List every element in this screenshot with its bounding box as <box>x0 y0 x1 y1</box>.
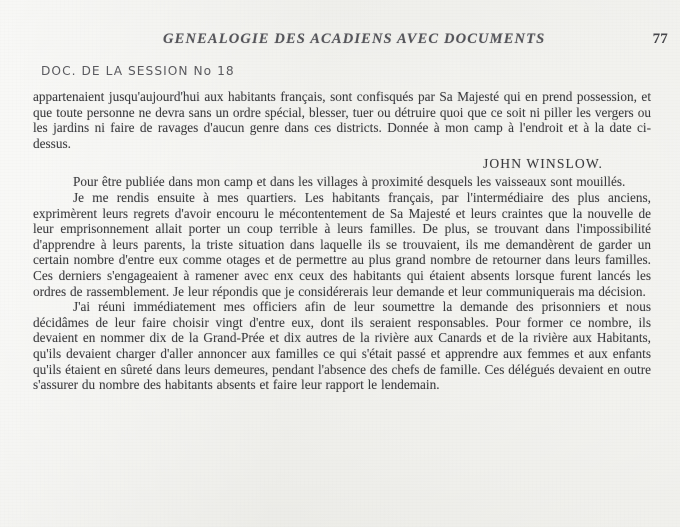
paragraph-continuation: appartenaient jusqu'aujourd'hui aux habitants français, sont confisqués par Sa Majesté qui en prend possession, et que toute personne ne devra sans un ordre spécial, blesser, tuer ou détruire quoi que ce soit ni piller les vergers ou les jardins ni faire de ravages d'aucun genre dans ces districts. Donnée à mon camp à l'endroit et à la date ci-dessus. <box>33 89 651 151</box>
paragraph-officers-decision: J'ai réuni immédiatement mes officiers afin de leur soumettre la demande des prisonniers et nous décidâmes de leur faire choisir vingt d'entre eux, dont ils seraient responsables. Pour former ce nombre, ils devaient en nommer dix de la Grand-Prée et dix autres de la rivière aux Canards et de la rivière aux Habitants, qu'ils devaient charger d'aller annoncer aux familles ce qui s'était passé et apprendre aux femmes et aux enfants qu'ils étaient en sûreté dans leurs demeures, pendant l'absence des chefs de famille. Ces délégués devaient en outre s'assurer du nombre des habitants absents et faire leur rapport le lendemain. <box>33 299 651 393</box>
body-text-column <box>33 89 651 393</box>
session-document-label: DOC. DE LA SESSION No 18 <box>41 64 235 78</box>
running-head <box>0 31 680 53</box>
paragraph-quarters-account: Je me rendis ensuite à mes quartiers. Les habitants français, par l'intermédiaire des plus anciens, exprimèrent leurs regrets d'avoir encouru le mécontentement de Sa Majesté et leurs craintes que la nouvelle de leur emprisonnement allait porter un coup terrible à leurs familles. De plus, se trouvant dans l'impossibilité d'apprendre à leurs parents, la triste situation dans laquelle ils se trouvaient, ils me demandèrent de garder un certain nombre d'entre eux comme otages et de permettre au plus grand nombre de retourner dans leurs familles. Ces derniers s'engageaient à ramener avec enx ceux des habitants qui étaient absents lorsque furent lancés les ordres de rassemblement. Je leur répondis que je considérerais leur demande et leur communiquerais ma décision. <box>33 189 651 299</box>
signature-john-winslow: JOHN WINSLOW. <box>482 156 603 172</box>
paragraph-publication-notice: Pour être publiée dans mon camp et dans les villages à proximité desquels les vaisseaux sont mouillés. <box>73 174 626 190</box>
page-number: 77 <box>652 31 668 47</box>
running-head-title: GENEALOGIE DES ACADIENS AVEC DOCUMENTS <box>163 31 546 47</box>
